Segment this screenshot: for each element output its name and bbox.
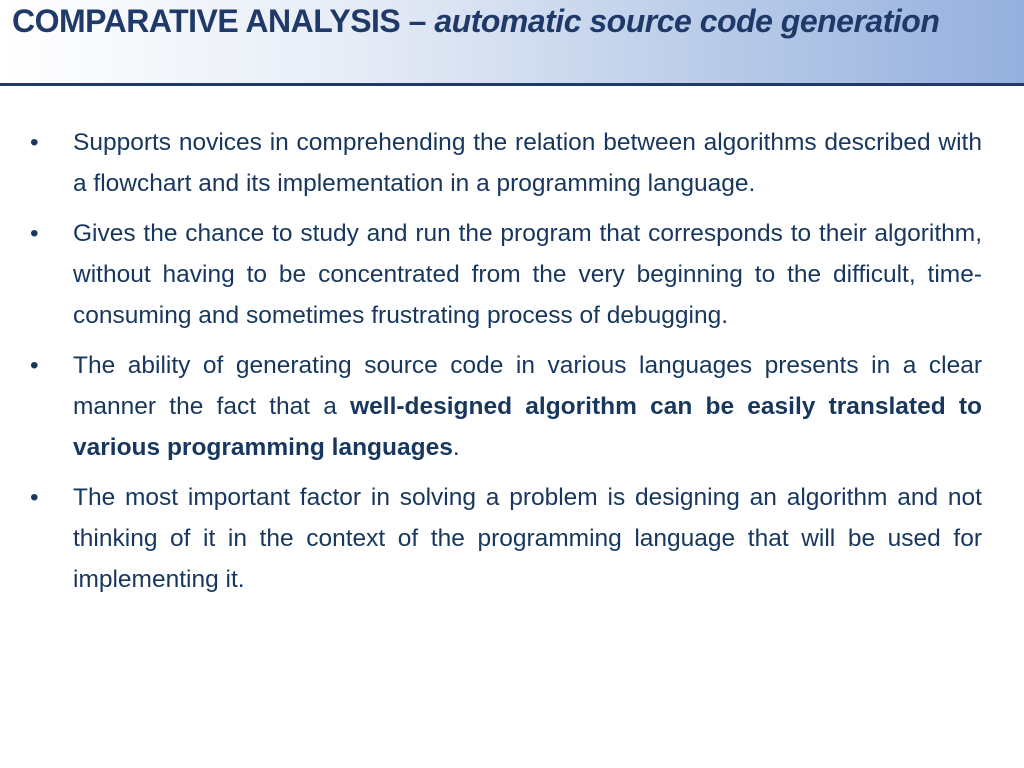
bullet-list xyxy=(30,122,982,609)
bullet-text-2: Gives the chance to study and run the program that corresponds to their algorithm, without having to be concentrated from the very beginning to the difficult, time-consuming and sometimes frustrating process of debugging. xyxy=(73,220,982,329)
bullet-item-2 xyxy=(30,213,982,336)
bullet-dot-icon: • xyxy=(30,484,39,511)
bullet-dot-icon: • xyxy=(30,352,39,379)
title-bar xyxy=(0,0,1024,86)
title-italic: automatic source code generation xyxy=(434,3,940,39)
bullet-item-3 xyxy=(30,345,982,468)
bullet-text-3-before: The ability of generating source code in various languages presents in a clear manner the fact that a xyxy=(73,352,982,420)
bullet-text-1: Supports novices in comprehending the relation between algorithms described with a flowchart and its implementation in a programming language. xyxy=(73,129,982,197)
bullet-item-4 xyxy=(30,477,982,600)
bullet-dot-icon: • xyxy=(30,220,39,247)
bullet-text-3-after: . xyxy=(452,434,460,461)
bullet-text-3-bold: well-designed algorithm can be easily translated to various programming languages xyxy=(73,393,982,461)
bullet-item-1 xyxy=(30,122,982,204)
bullet-dot-icon: • xyxy=(30,129,39,156)
title-regular: COMPARATIVE ANALYSIS – xyxy=(12,3,435,39)
bullet-text-4: The most important factor in solving a problem is designing an algorithm and not thinking of it in the context of the programming language that will be used for implementing it. xyxy=(73,484,982,593)
slide-title xyxy=(12,2,1012,40)
